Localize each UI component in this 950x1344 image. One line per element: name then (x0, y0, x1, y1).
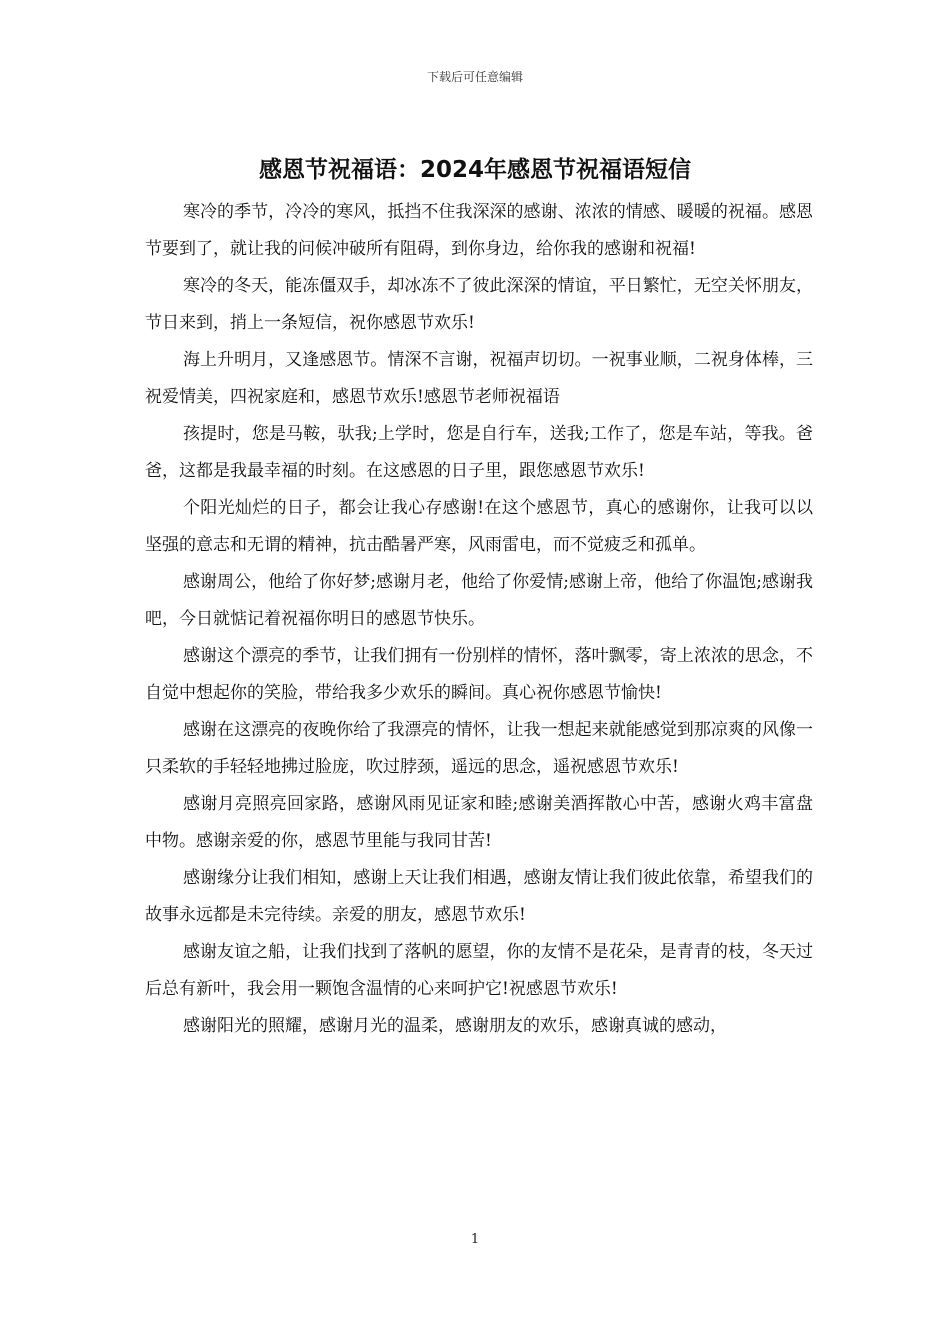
paragraph: 感谢缘分让我们相知，感谢上天让我们相遇，感谢友情让我们彼此依靠，希望我们的故事永远都是未完待续。亲爱的朋友，感恩节欢乐! (145, 868, 813, 925)
paragraph: 寒冷的季节，冷冷的寒风，抵挡不住我深深的感谢、浓浓的情感、暖暖的祝福。感恩节要到了，就让我的问候冲破所有阻碍，到你身边，给你我的感谢和祝福! (145, 202, 813, 259)
document-title: 感恩节祝福语：2024年感恩节祝福语短信 (258, 157, 691, 183)
paragraph: 孩提时，您是马鞍，驮我;上学时，您是自行车，送我;工作了，您是车站，等我。爸爸，这都是我最幸福的时刻。在这感恩的日子里，跟您感恩节欢乐! (145, 424, 813, 481)
paragraph: 寒冷的冬天，能冻僵双手，却冰冻不了彼此深深的情谊，平日繁忙，无空关怀朋友，节日来到，捎上一条短信，祝你感恩节欢乐! (145, 276, 813, 333)
paragraph: 感谢这个漂亮的季节，让我们拥有一份别样的情怀，落叶飘零，寄上浓浓的思念，不自觉中想起你的笑脸，带给我多少欢乐的瞬间。真心祝你感恩节愉快! (145, 646, 813, 703)
paragraph: 感谢阳光的照耀，感谢月光的温柔，感谢朋友的欢乐，感谢真诚的感动， (183, 1016, 727, 1036)
page-number: 1 (470, 1232, 480, 1247)
paragraph: 海上升明月，又逢感恩节。情深不言谢，祝福声切切。一祝事业顺，二祝身体棒，三祝爱情美，四祝家庭和，感恩节欢乐!感恩节老师祝福语 (145, 350, 813, 407)
document-body (145, 194, 813, 1045)
paragraph: 感谢月亮照亮回家路，感谢风雨见证家和睦;感谢美酒挥散心中苦，感谢火鸡丰富盘中物。感谢亲爱的你，感恩节里能与我同甘苦! (145, 794, 813, 851)
paragraph: 感谢友谊之船，让我们找到了落帆的愿望，你的友情不是花朵，是青青的枝，冬天过后总有新叶，我会用一颗饱含温情的心来呵护它!祝感恩节欢乐! (145, 942, 813, 999)
paragraph: 感谢周公，他给了你好梦;感谢月老，他给了你爱情;感谢上帝，他给了你温饱;感谢我吧，今日就惦记着祝福你明日的感恩节快乐。 (145, 572, 813, 629)
page-header-note: 下载后可任意编辑 (426, 70, 523, 84)
paragraph: 个阳光灿烂的日子，都会让我心存感谢!在这个感恩节，真心的感谢你，让我可以以坚强的意志和无谓的精神，抗击酷暑严寒，风雨雷电，而不觉疲乏和孤单。 (145, 498, 813, 555)
paragraph: 感谢在这漂亮的夜晚你给了我漂亮的情怀，让我一想起来就能感觉到那凉爽的风像一只柔软的手轻轻地拂过脸庞，吹过脖颈，遥远的思念，遥祝感恩节欢乐! (145, 720, 813, 777)
